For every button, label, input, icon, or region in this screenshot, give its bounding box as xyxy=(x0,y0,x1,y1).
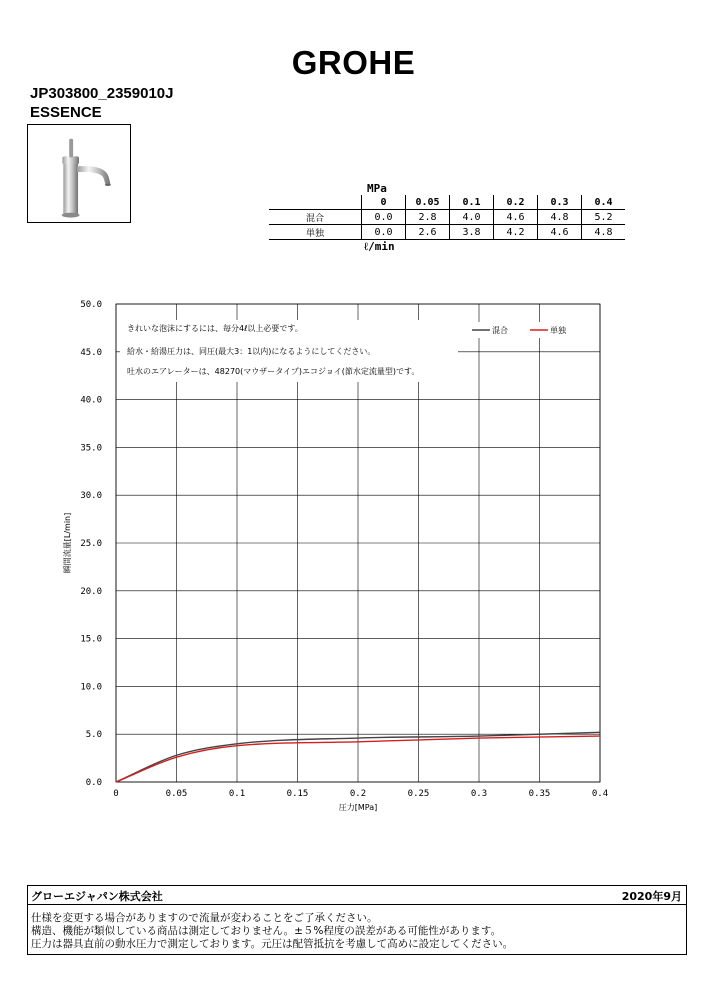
y-tick-label: 20.0 xyxy=(80,586,102,597)
annotation-text: 吐水のエアレーターは、48270(マウザータイプ)エコジョイ(節水定流量型)です。 xyxy=(127,367,420,376)
flow-cell: 0.0 xyxy=(362,210,406,225)
table-row xyxy=(269,225,625,240)
flow-cell: 4.6 xyxy=(538,225,582,240)
table-unit-flow: ℓ/min xyxy=(364,240,395,253)
model-code: JP303800_2359010J xyxy=(30,85,174,102)
footer-note: 構造、機能が類似している商品は測定しておりません。±５%程度の誤差がある可能性があります。 xyxy=(31,925,502,937)
x-tick-label: 0.25 xyxy=(407,789,430,799)
y-tick-label: 10.0 xyxy=(80,682,102,693)
flow-cell: 2.8 xyxy=(406,210,450,225)
footer-note: 仕様を変更する場合がありますので流量が変わることをご了承ください。 xyxy=(31,912,378,924)
flow-rate-table xyxy=(269,195,625,240)
x-tick-label: 0.1 xyxy=(228,789,246,799)
x-tick-label: 0 xyxy=(113,789,119,799)
company-name: グローエジャパン株式会社 xyxy=(31,890,163,903)
publish-date: 2020年9月 xyxy=(621,890,682,903)
table-unit-pressure: MPa xyxy=(367,182,387,195)
y-tick-label: 15.0 xyxy=(80,634,102,645)
pressure-cell: 0.3 xyxy=(538,195,582,210)
pressure-cell: 0.4 xyxy=(582,195,626,210)
y-tick-label: 0.0 xyxy=(85,778,102,788)
y-tick-label: 35.0 xyxy=(80,443,102,454)
annotation-text: 給水・給湯圧力は、同圧(最大3：1以内)になるようにしてください。 xyxy=(127,347,376,356)
product-photo xyxy=(27,124,131,223)
flow-cell: 5.2 xyxy=(582,210,626,225)
flow-cell: 4.8 xyxy=(538,210,582,225)
y-tick-label: 40.0 xyxy=(80,395,102,406)
y-tick-label: 50.0 xyxy=(80,300,102,310)
x-tick-label: 0.3 xyxy=(470,789,488,799)
faucet-image xyxy=(28,125,130,222)
pressure-cell: 0.2 xyxy=(494,195,538,210)
brand-logo: GROHE xyxy=(291,44,416,81)
x-tick-label: 0.05 xyxy=(165,789,188,799)
pressure-cell: 0.1 xyxy=(450,195,494,210)
y-tick-label: 25.0 xyxy=(80,539,102,549)
y-tick-label: 30.0 xyxy=(80,491,102,502)
model-info xyxy=(30,84,173,122)
footer-notes xyxy=(31,912,513,951)
pressure-cell: 0.05 xyxy=(406,195,450,210)
x-tick-label: 0.4 xyxy=(591,789,609,799)
y-tick-label: 45.0 xyxy=(80,347,102,358)
flow-cell: 4.2 xyxy=(494,225,538,240)
flow-cell: 4.8 xyxy=(582,225,626,240)
legend-label: 単独 xyxy=(550,326,566,335)
y-tick-label: 5.0 xyxy=(85,730,102,741)
flow-cell: 0.0 xyxy=(362,225,406,240)
footer-note: 圧力は器具直前の動水圧力で測定しております。元圧は配管抵抗を考慮して高めに設定してください。 xyxy=(31,938,514,950)
table-header-row xyxy=(269,195,625,210)
flow-rate-chart xyxy=(0,290,707,820)
table-row xyxy=(269,210,625,225)
legend-label: 混合 xyxy=(492,326,508,335)
pressure-cell: 0 xyxy=(362,195,406,210)
footer xyxy=(27,885,687,955)
row-label: 混合 xyxy=(269,210,362,225)
annotation-text: きれいな泡沫にするには、毎分4ℓ以上必要です。 xyxy=(127,324,303,333)
x-tick-label: 0.35 xyxy=(528,789,551,799)
x-tick-label: 0.2 xyxy=(349,789,367,799)
y-axis-label: 瞬間流量[L/min] xyxy=(63,512,72,574)
model-name: ESSENCE xyxy=(30,104,102,121)
flow-cell: 3.8 xyxy=(450,225,494,240)
row-label: 単独 xyxy=(269,225,362,240)
flow-cell: 4.0 xyxy=(450,210,494,225)
x-axis-label: 圧力[MPa] xyxy=(338,803,378,812)
flow-cell: 4.6 xyxy=(494,210,538,225)
x-tick-label: 0.15 xyxy=(286,789,309,799)
flow-cell: 2.6 xyxy=(406,225,450,240)
